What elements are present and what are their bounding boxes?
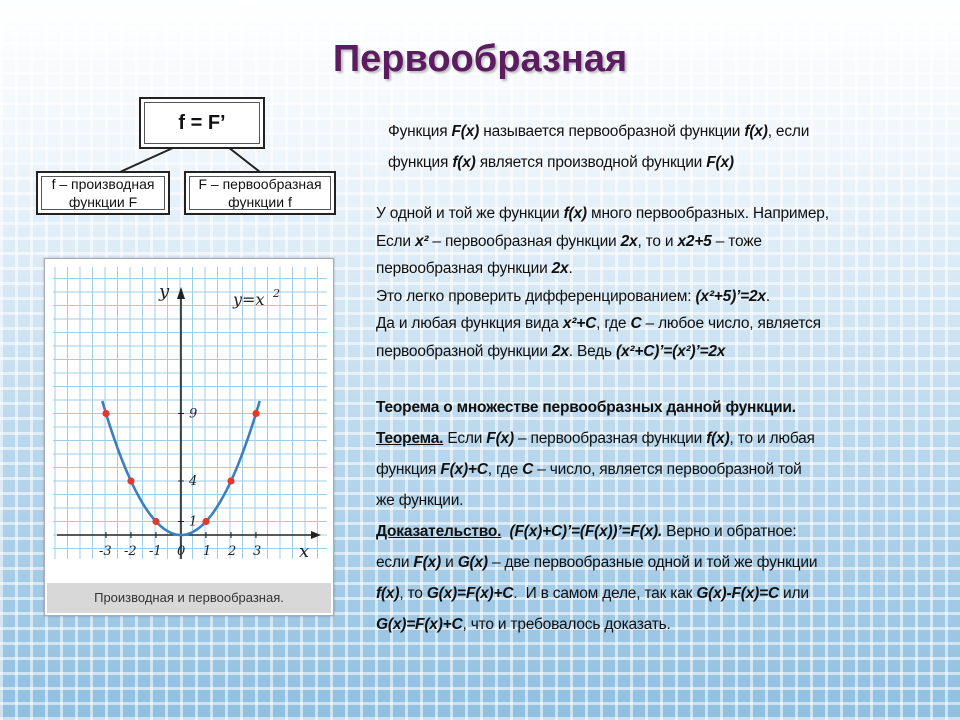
x-tick-label: 0: [177, 544, 186, 559]
diagram-left-box: [36, 171, 170, 215]
parabola-point: [152, 518, 159, 525]
formula: x2+5: [677, 232, 712, 250]
formula: F(x): [413, 554, 442, 571]
y-tick-label: 9: [189, 406, 198, 422]
parabola-point: [202, 518, 209, 525]
theorem-line-3: [376, 485, 946, 516]
text-run: функция: [376, 461, 441, 478]
proof-label: Доказательство.: [376, 523, 502, 540]
example-paragraph: [376, 200, 946, 365]
text-run: много первообразных. Например,: [586, 205, 829, 222]
text-run: и: [441, 554, 458, 571]
formula: (F(x)+C)’=(F(x))’=F(x).: [509, 523, 663, 540]
proof-line-2: [376, 547, 946, 578]
formula: f(x): [744, 123, 768, 140]
definition-line-1: [388, 116, 928, 147]
text-run: , то и: [637, 232, 678, 250]
formula: C: [522, 461, 534, 478]
definition-line-2: [388, 147, 928, 178]
text-run: , то и любая: [729, 430, 815, 447]
formula: x²+C: [562, 315, 597, 332]
formula: f(x): [452, 154, 476, 171]
text-run: или: [778, 585, 809, 602]
text-run: , то: [399, 585, 427, 602]
text-run: Если: [443, 430, 487, 447]
formula: F(x): [706, 154, 734, 171]
text-run: – первообразная функции: [428, 232, 621, 250]
proof-line-3: [376, 578, 946, 609]
theorem-heading: Теорема о множестве первообразных данной функции.: [376, 399, 796, 416]
example-line-3: [376, 255, 946, 283]
parabola-graph: [44, 258, 334, 616]
text-run: Да и любая функция вида: [376, 315, 563, 332]
formula: (x²+C)’=(x²)’=2x: [616, 342, 726, 360]
definition-paragraph: [388, 116, 928, 178]
x-axis-label: x: [299, 541, 310, 562]
text-run: .: [568, 260, 573, 277]
formula: G(x): [457, 554, 488, 571]
text-run: , если: [767, 123, 810, 140]
y-axis-label: y: [159, 281, 170, 302]
formula: C: [630, 315, 642, 332]
text-run: если: [376, 554, 414, 571]
formula: F(x)+C: [440, 461, 488, 478]
x-tick-label: 3: [253, 544, 262, 559]
formula: G(x)=F(x)+C: [376, 616, 463, 633]
theorem-paragraph: [376, 392, 946, 640]
y-axis-arrow: [177, 287, 185, 299]
text-run: . И в самом деле, так как: [513, 585, 697, 602]
parabola-point: [252, 410, 259, 417]
example-line-1: [376, 200, 946, 228]
formula: 2x: [551, 342, 569, 360]
formula: x²: [414, 232, 429, 250]
theorem-line-1: [376, 423, 946, 454]
proof-line-4: [376, 609, 946, 640]
example-line-4: [376, 283, 946, 311]
text-run: называется первообразной функции: [479, 123, 745, 140]
text-run: первообразной функции: [376, 342, 552, 360]
text-run: – любое число, является: [641, 315, 821, 332]
y-tick-label: 1: [189, 514, 198, 530]
parabola-point: [127, 477, 134, 484]
example-line-6: [376, 338, 946, 366]
formula: f(x): [376, 585, 400, 602]
left-box-line-1: f – производная: [51, 176, 155, 192]
proof-line-1: [376, 516, 946, 547]
parabola-point: [227, 477, 234, 484]
text-run: Если: [376, 232, 415, 250]
diagram-right-box: [184, 171, 336, 215]
text-run: Функция: [388, 123, 452, 140]
x-tick-label: -1: [149, 544, 162, 559]
text-run: Верно и обратное:: [662, 523, 797, 540]
text-run: – первообразная функции: [513, 430, 707, 447]
graph-caption: Производная и первообразная.: [47, 583, 331, 613]
formula: (x²+5)’=2x: [695, 287, 766, 305]
formula: 2x: [551, 260, 569, 277]
parabola-point: [102, 410, 109, 417]
formula: G(x)-F(x)=C: [696, 585, 779, 602]
formula: G(x)=F(x)+C: [426, 585, 514, 602]
text-run: [501, 523, 509, 540]
curve-label-exponent: 2: [273, 287, 280, 300]
text-run: – тоже: [711, 232, 762, 250]
theorem-label: Теорема.: [376, 430, 444, 447]
x-tick-label: -3: [99, 544, 112, 559]
x-axis-arrow: [311, 531, 321, 539]
x-tick-label: 1: [203, 544, 212, 559]
x-tick-label: 2: [228, 544, 237, 559]
text-run: , где: [487, 461, 523, 478]
y-tick-label: 4: [189, 474, 198, 489]
example-line-5: [376, 310, 946, 338]
text-run: , что и требовалось доказать.: [462, 616, 671, 633]
text-run: . Ведь: [568, 342, 617, 360]
formula: f(x): [706, 430, 730, 447]
formula: 2x: [620, 232, 638, 250]
example-line-2: [376, 228, 946, 256]
text-run: – две первообразные одной и той же функции: [487, 554, 818, 571]
diagram-top-box: f = F’: [139, 97, 265, 149]
text-run: первообразная функции: [376, 260, 552, 277]
text-run: .: [765, 287, 770, 305]
right-box-line-2: функции f: [228, 194, 292, 210]
text-run: функция: [388, 154, 453, 171]
curve-label: y=x: [233, 290, 265, 309]
slide-title: Первообразная: [332, 38, 628, 80]
x-tick-label: -2: [124, 544, 137, 559]
text-run: Это легко проверить дифференцированием:: [376, 287, 696, 305]
text-run: является производной функции: [475, 154, 707, 171]
formula: f(x): [563, 205, 587, 222]
formula: F(x): [486, 430, 514, 447]
theorem-line-2: [376, 454, 946, 485]
text-run: же функции.: [376, 492, 464, 509]
text-run: У одной и той же функции: [376, 205, 564, 222]
graph-plot: [45, 259, 333, 581]
formula: F(x): [451, 123, 480, 140]
text-run: , где: [596, 315, 631, 332]
text-run: – число, является первообразной той: [533, 461, 802, 478]
right-box-line-1: F – первообразная: [198, 176, 322, 192]
left-box-line-2: функции F: [68, 194, 138, 210]
